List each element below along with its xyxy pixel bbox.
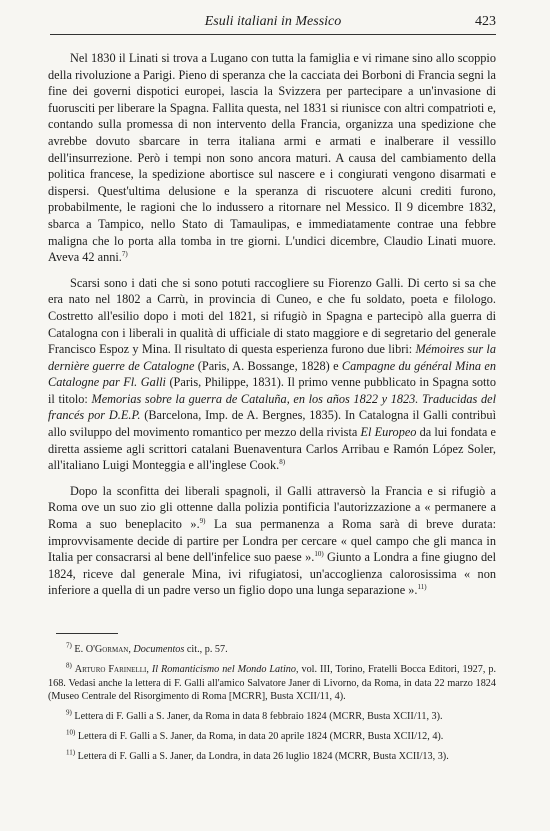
book-title: Campagne du général Mina en Catalogne par Fl. Galli bbox=[48, 358, 497, 390]
running-header bbox=[50, 12, 496, 35]
footnote-11: $^{11)}$ Lettera di F. Galli a S. Janer, da Londra, in data 26 luglio 1824 (MCRR, Busta XCII/13, 3). bbox=[66, 748, 449, 762]
footnote-7: $^{7)}$ E. O'Gorman, Documentos cit., p. 57. bbox=[66, 641, 228, 655]
footnote-separator bbox=[56, 633, 118, 634]
journal-title: El Europeo bbox=[360, 425, 417, 440]
page-number: 423 bbox=[475, 14, 496, 29]
footnote-8: $^{8)}$ Arturo Farinelli, Il Romanticismo nel Mondo Latino, vol. III, Torino, Fratelli Bocca Editori, 1927, p. 168. Vedasi anche la lettera di F. Galli all'amico Salvatore Janer di Livorno, da Roma, in data 22 marzo 1824 (Museo Centrale del Risorgimento di Roma [MCRR], Busta XCII/11, 4). bbox=[48, 661, 496, 703]
footnote-10: $^{10)}$ Lettera di F. Galli a S. Janer, da Roma, in data 20 aprile 1824 (MCRR, Busta XCII/12, 4). bbox=[66, 728, 444, 742]
book-title: Mémoires sur la dernière guerre de Catalogne bbox=[48, 342, 496, 373]
footnote-ref: 11) bbox=[417, 583, 427, 592]
footnote-ref: 8) bbox=[279, 458, 286, 467]
footnote-ref: 7) bbox=[121, 250, 128, 259]
footnote-9: $^{9)}$ Lettera di F. Galli a S. Janer, da Roma in data 8 febbraio 1824 (MCRR, Busta XCII/11, 3). bbox=[66, 708, 443, 723]
paragraph-rome-london: Dopo la sconfitta dei liberali spagnoli, il Galli attraversò la Francia e si rifugiò a Roma ove un suo zio gli ottenne dalla polizia pontificia l'autorizzazione a « permanere a Roma a suo beneplacito ».$^{9)}$ La sua permanenza a Roma sarà di breve durata: improvvisamente decide di partire per Londra per cercare « quel campo che gli manca in Italia per consacrarsi al bene dell'infelice suo paese ».$^{10)}$ Giunto a Londra a fine giugno del 1824, riceve dal generale Mina, ivi rifugiatosi, un'accoglienza calorosissima « non inferiore a quella di un padre verso un figlio dopo una lunga separazione ».$^{11)}$ bbox=[48, 483, 496, 598]
footnote-ref: 9) bbox=[199, 516, 206, 525]
running-title: Esuli italiani in Messico bbox=[204, 14, 342, 29]
paragraph-linati: Nel 1830 il Linati si trova a Lugano con tutta la famiglia e vi rimane sino allo scoppio della rivoluzione a Parigi. Pieno di speranza che la cacciata dei Borboni di Francia segni la fine dei governi dispotici europei, lascia la Svizzera per partecipare a un'invasione di fuorusciti per liberare la Spagna. Fallita questa, nel 1831 si riunisce con altri compatrioti e, contando sulla promessa di non intervento della Francia, organizza una spedizione che avrebbe dovuto sbarcare in terra italiana armi e armati e inalberare il vessillo dell'insurrezione. Però i tempi non sono ancora maturi. A causa del cambiamento della politica francese, la spedizione abortisce sul nascere e i congiurati vengono disarmati e dispersi. Quest'ultima delusione e la speranza di riscuotere alcuni crediti furono, probabilmente, le ragioni che lo indussero a ritornare nel Messico. Il 9 dicembre 1832, sbarca a Tampico, nello Stato di Tamaulipas, e immediatamente contrae una febbre maligna che lo porta alla tomba in tre giorni. L'undici dicembre, Claudio Linati muore. Aveva 42 anni.$^{7)}$ bbox=[48, 51, 496, 265]
paragraph-galli: Scarsi sono i dati che si sono potuti raccogliere su Fiorenzo Galli. Di certo si sa che era nato nel 1802 a Carrù, in provincia di Cuneo, e che fu soldato, poeta e filologo. Costretto all'esilio dopo i moti del 1821, si rifugiò in Spagna e partecipò alla guerra di Catalogna con i liberali in qualità di ufficiale di stato maggiore e di segretario del generale Francisco Espoz y Mina. Il risultato di questa esperienza furono due libri: Mémoires sur la dernière guerre de Catalogne (Paris, A. Bossange, 1828) e Campagne du général Mina en Catalogne par Fl. Galli (Paris, Philippe, 1831). Il primo venne pubblicato in Spagna sotto il titolo: Memorias sobre la guerra de Cataluña, en los años 1822 y 1823. Traducidas del francés por D.E.P. (Barcelona, Imp. de A. Bergnes, 1835). In Catalogna il Galli contribuì allo sviluppo del movimento romantico per mezzo della rivista El Europeo da lui fondata e diretta assieme agli scrittori catalani Buenaventura Carlos Arribau e Ramón López Soler, all'italiano Luigi Monteggia e all'inglese Cook.$^{8)}$ bbox=[48, 275, 497, 473]
book-title: Memorias sobre la guerra de Cataluña, en los años 1822 y 1823. Traducidas del francés por D.E.P. bbox=[48, 391, 496, 423]
footnotes bbox=[48, 643, 496, 770]
body-text bbox=[48, 50, 496, 608]
footnote-ref: 10) bbox=[314, 550, 324, 559]
